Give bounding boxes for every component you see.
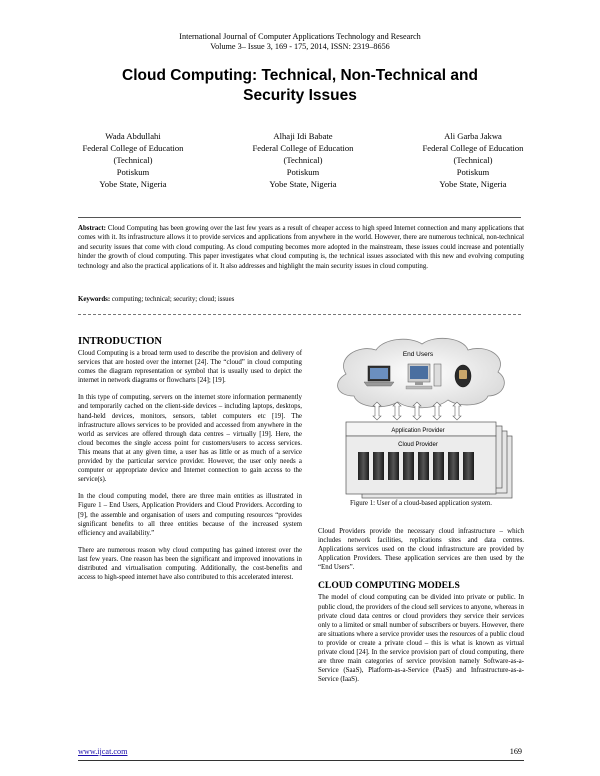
journal-issue: Volume 3– Issue 3, 169 - 175, 2014, ISSN: 2319–8656 (210, 42, 390, 51)
abstract-top-rule (78, 217, 521, 218)
abstract-bottom-rule (78, 314, 521, 315)
author-block (58, 130, 548, 190)
right-column (318, 527, 524, 692)
author-institution: Federal College of Education (82, 143, 184, 153)
author-name: Alhaji Idi Babate (273, 131, 333, 141)
figure-1 (318, 336, 524, 516)
journal-header (0, 32, 600, 52)
paper-title (60, 66, 540, 106)
author-state: Yobe State, Nigeria (269, 179, 337, 189)
author-institution-type: (Technical) (453, 155, 493, 165)
handheld-device-icon (455, 365, 471, 387)
introduction-heading: INTRODUCTION (78, 336, 163, 347)
keywords (78, 295, 524, 304)
figure-caption: Figure 1: User of a cloud-based application system. (350, 500, 492, 507)
author-city: Potiskum (456, 167, 490, 177)
abstract (78, 224, 524, 271)
end-users-label: End Users (402, 351, 434, 358)
intro-paragraph-2: In this type of computing, servers on the internet store information permanently and temporarily cached on the client-side devices – including laptops, desktops, hand-held devices, monitors, sensors, tablet computers etc [19]. The infrastructure allows services to be provided and accessed from anywhere in the world as services are offered through data centres – virtually [19]. Here, the cloud becomes the single access point for customers/users to access services. This means that at any given time, a user has as little or as much of a service provided by the particular service provider. However, the user only needs a computer or appropriate device and Internet connection to gain access to the service(s). (78, 394, 302, 484)
left-column (78, 336, 302, 590)
application-provider-label: Application Provider (391, 428, 445, 434)
author-name: Ali Garba Jakwa (444, 131, 502, 141)
keywords-text: computing; technical; security; cloud; issues (110, 296, 235, 303)
cloud-models-paragraph: The model of cloud computing can be divided into private or public. In public cloud, the providers of the cloud sell services to anyone, whereas in private cloud data centres or cloud providers they service their services only to a limited or small number of subscribers or buyers. However, there are situations where a service provider uses the resources of a public cloud to provide or create a private cloud – this is what is known as virtual private cloud [24]. In the service provision part of cloud computing, there are three main categories of service provision namely Software-as-a-Service (SaaS), Platform-as-a-Service (PaaS) and Infrastructure-as-a-Service (IaaS). (318, 594, 524, 684)
page-number: 169 (509, 747, 522, 756)
title-line-2: Security Issues (243, 87, 357, 104)
laptop-icon (364, 366, 394, 386)
abstract-label: Abstract: (78, 225, 106, 232)
journal-name: International Journal of Computer Applications Technology and Research (179, 32, 421, 41)
author-city: Potiskum (116, 167, 150, 177)
providers-paragraph: Cloud Providers provide the necessary cloud infrastructure – which includes network facilities, replications sites and data centres. Applications services used on the cloud infrastructure are provided by Application Providers. These application services are then used by the “End Users”. (318, 528, 524, 572)
author-state: Yobe State, Nigeria (439, 179, 507, 189)
cloud-models-heading: CLOUD COMPUTING MODELS (318, 580, 460, 592)
author-state: Yobe State, Nigeria (99, 179, 167, 189)
author-institution-type: (Technical) (113, 155, 153, 165)
cloud-architecture-diagram (318, 336, 524, 501)
author-institution: Federal College of Education (252, 143, 354, 153)
journal-website-link[interactable]: www.ijcat.com (78, 747, 128, 756)
author-2 (228, 130, 378, 190)
author-1 (58, 130, 208, 190)
author-institution: Federal College of Education (422, 143, 524, 153)
intro-paragraph-3: In the cloud computing model, there are three main entities as illustrated in Figure 1 – End Users, Application Providers and Cloud Providers. According to [9], the assemble and organisation of users and computing resources “provides significant benefits to all three entities because of the increased system efficiency and availability.” (78, 493, 302, 537)
footer-rule (78, 760, 524, 761)
author-name: Wada Abdullahi (105, 131, 161, 141)
keywords-label: Keywords: (78, 296, 111, 303)
author-city: Potiskum (286, 167, 320, 177)
title-line-1: Cloud Computing: Technical, Non-Technical and (122, 67, 478, 84)
author-institution-type: (Technical) (283, 155, 323, 165)
intro-paragraph-4: There are numerous reason why cloud computing has gained interest over the last few years. One reason has been the significant and improved innovations in distributed and virtualisation computing. Additionally, the cost-benefits and access to high-speed internet have also contributed to this accelerated interest. (78, 546, 302, 582)
abstract-text: Cloud Computing has been growing over the last few years as a result of cheaper access to high speed Internet connection and many applications that comes with it. Its infrastructure allows it to provide services and applications from anywhere in the world. However, there are numerous technical, non-technical and security issues that come with cloud computing. As cloud computing becomes more adopted in the mainstream, these issues could increase and potentially hinder the growth of cloud computing. This paper investigates what cloud computing is, the technical issues associated with this new and evolving computing technology and also the practical applications of it. It also addresses and highlight the main security issues in cloud computing. (78, 225, 524, 270)
provider-stack (346, 422, 512, 498)
intro-paragraph-1: Cloud Computing is a broad term used to describe the provision and delivery of services that are hosted over the internet [24]. The “cloud” in cloud computing comes the diagram representation or symbol that is usually used to depict the internet in network diagrams or flowcharts [24]; [19]. (78, 350, 302, 385)
author-3 (398, 130, 548, 190)
cloud-provider-label: Cloud Provider (398, 442, 438, 448)
